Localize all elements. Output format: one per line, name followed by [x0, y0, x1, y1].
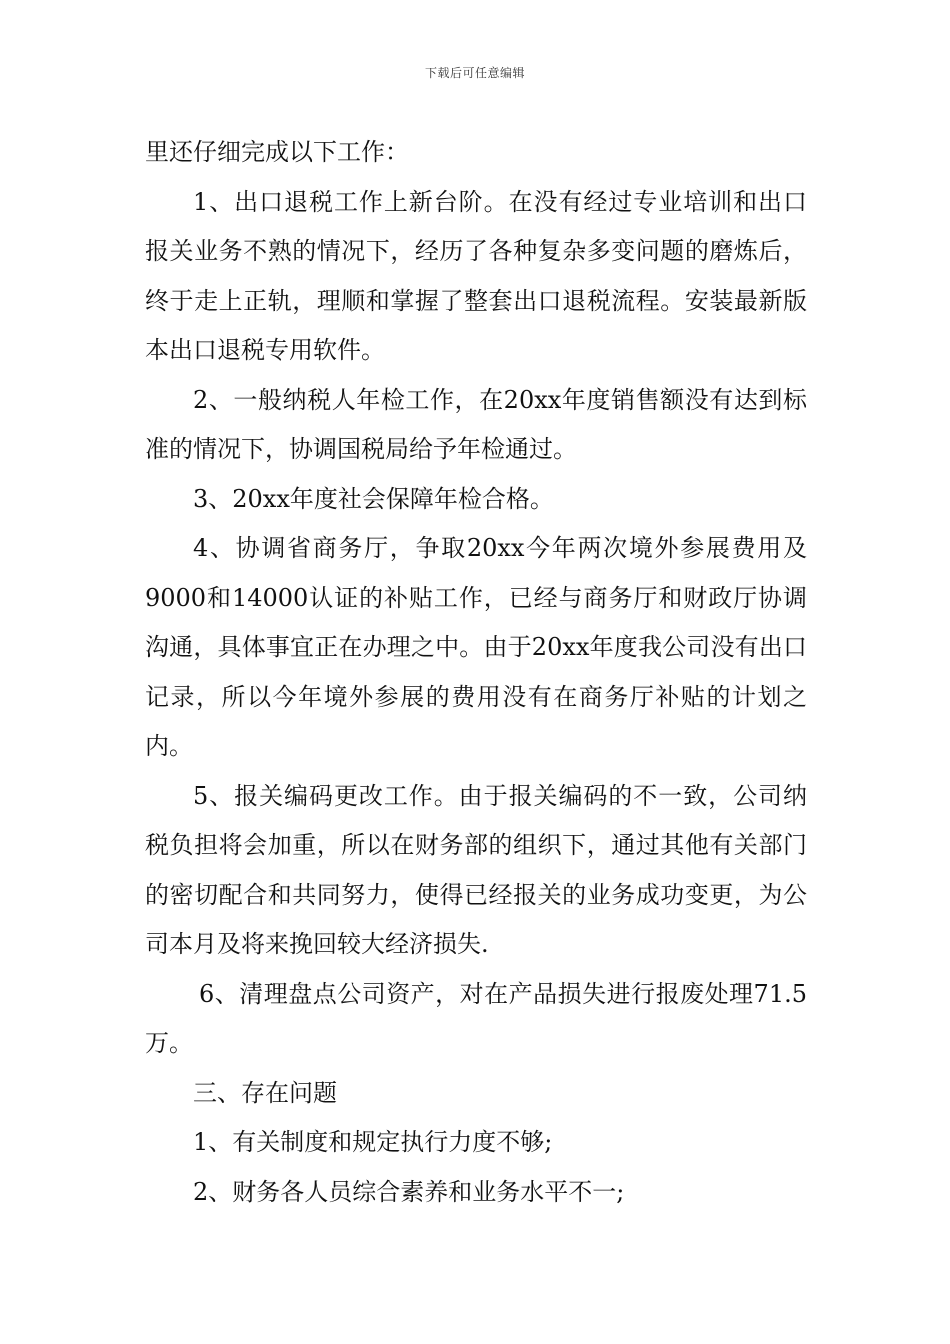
paragraph-item-4-commerce-subsidy: 4、协调省商务厅，争取20xx今年两次境外参展费用及9000和14000认证的补贴工作，已经与商务厅和财政厅协调沟通，具体事宜正在办理之中。由于20xx年度我公司没有出口记录，所以今年境外参展的费用没有在商务厅补贴的计划之内。: [145, 534, 807, 760]
paragraph-item-6-asset-inventory: 6、清理盘点公司资产，对在产品损失进行报废处理71.5万。: [145, 979, 807, 1057]
paragraph-item-3-social-security: 3、20xx年度社会保障年检合格。: [193, 484, 554, 513]
paragraph-item-1-export-tax-refund: 1、出口退税工作上新台阶。在没有经过专业培训和出口报关业务不熟的情况下，经历了各种复杂多变问题的磨炼后，终于走上正轨，理顺和掌握了整套出口退税流程。安装最新版本出口退税专用软件。: [145, 187, 807, 364]
paragraph-continuation: 里还仔细完成以下工作：: [145, 138, 409, 166]
document-body: [145, 128, 807, 1217]
problem-item-1: 1、有关制度和规定执行力度不够;: [193, 1128, 553, 1156]
section-heading-problems: 三、存在问题: [193, 1078, 337, 1107]
paragraph-item-5-customs-code: 5、报关编码更改工作。由于报关编码的不一致，公司纳税负担将会加重，所以在财务部的组织下，通过其他有关部门的密切配合和共同努力，使得已经报关的业务成功变更，为公司本月及将来挽回较大经济损失.: [145, 781, 807, 958]
problem-item-2: 2、财务各人员综合素养和业务水平不一;: [193, 1177, 625, 1206]
paragraph-item-2-taxpayer-inspection: 2、一般纳税人年检工作，在20xx年度销售额没有达到标准的情况下，协调国税局给予年检通过。: [145, 385, 807, 463]
page-header: 下载后可任意编辑: [424, 66, 525, 80]
